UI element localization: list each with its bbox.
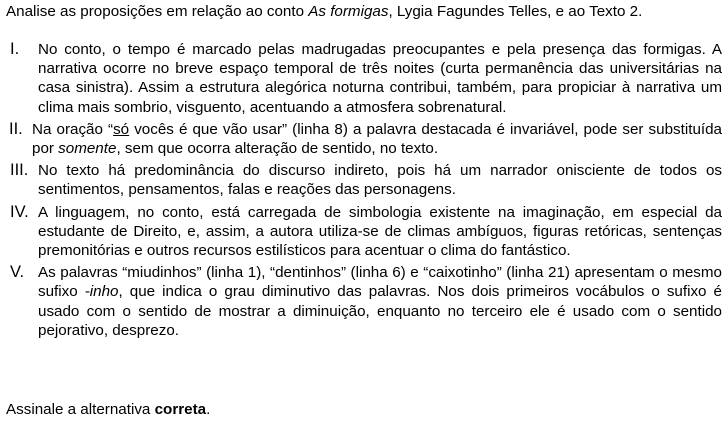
proposition-numeral: IV. xyxy=(10,202,29,221)
story-title: As formigas xyxy=(308,3,389,20)
instruction-segment: . xyxy=(206,401,211,418)
proposition-numeral: I. xyxy=(10,40,20,58)
text-segment: vocês é que vão usar” (linha 8) a palavra destacada é invariável, pode ser substituída por xyxy=(32,120,722,158)
proposition-iii xyxy=(6,161,722,199)
question-intro xyxy=(6,2,722,21)
bold-word: correta xyxy=(154,401,207,418)
instruction-segment: Assinale a alternativa xyxy=(6,401,155,418)
text-segment: , sem que ocorra alteração de sentido, no texto. xyxy=(116,140,439,158)
text-segment: , que indica o grau diminutivo das palavras. Nos dois primeiros vocábulos o sufixo é usado com o sentido de mostrar a diminuição, enquanto no terceiro ele é usado com o sentido pejorativo, desprezo. xyxy=(38,283,722,339)
italic-word: somente xyxy=(58,140,117,158)
proposition-numeral: III. xyxy=(10,161,29,180)
proposition-text xyxy=(32,121,722,157)
text-segment: As palavras “miudinhos” (linha 1), “dentinhos” (linha 6) e “caixotinho” (linha 21) apresentam o mesmo sufixo xyxy=(38,264,722,301)
text-segment: Na oração “ xyxy=(32,120,114,138)
italic-suffix: -inho xyxy=(84,283,119,301)
proposition-text: No conto, o tempo é marcado pelas madrugadas preocupantes e pela presença das formigas. A narrativa ocorre no breve espaço temporal de três noites (curta permanência das universitárias na casa sinistra). Assim a estrutura alegórica noturna contribui, também, para propiciar à narrativa um clima mais sombrio, visguento, acentuando a atmosfera sobrenatural. xyxy=(38,41,722,116)
propositions-list xyxy=(6,40,722,340)
proposition-v xyxy=(6,263,722,340)
instruction-text xyxy=(6,400,210,419)
intro-text: Analise as proposições em relação ao conto xyxy=(6,3,309,20)
proposition-text: A linguagem, no conto, está carregada de simbologia existente na imaginação, em especial da estudante de Direito, e, assim, a autora utiliza-se de climas ambíguos, figuras retóricas, sentenças premonitórias e outros recursos estilísticos para acentuar o clima do fantástico. xyxy=(38,203,722,260)
proposition-i xyxy=(6,40,722,117)
proposition-ii xyxy=(6,120,722,158)
proposition-text: No texto há predominância do discurso indireto, pois há um narrador onisciente de todos os sentimentos, pensamentos, falas e reações das personagens. xyxy=(38,162,722,199)
proposition-numeral: II. xyxy=(9,119,23,138)
proposition-text xyxy=(38,264,722,339)
highlighted-word: só xyxy=(113,120,130,138)
proposition-iv xyxy=(6,203,722,261)
intro-text-end: , Lygia Fagundes Telles, e ao Texto 2. xyxy=(388,3,643,20)
proposition-numeral: V. xyxy=(10,263,25,282)
